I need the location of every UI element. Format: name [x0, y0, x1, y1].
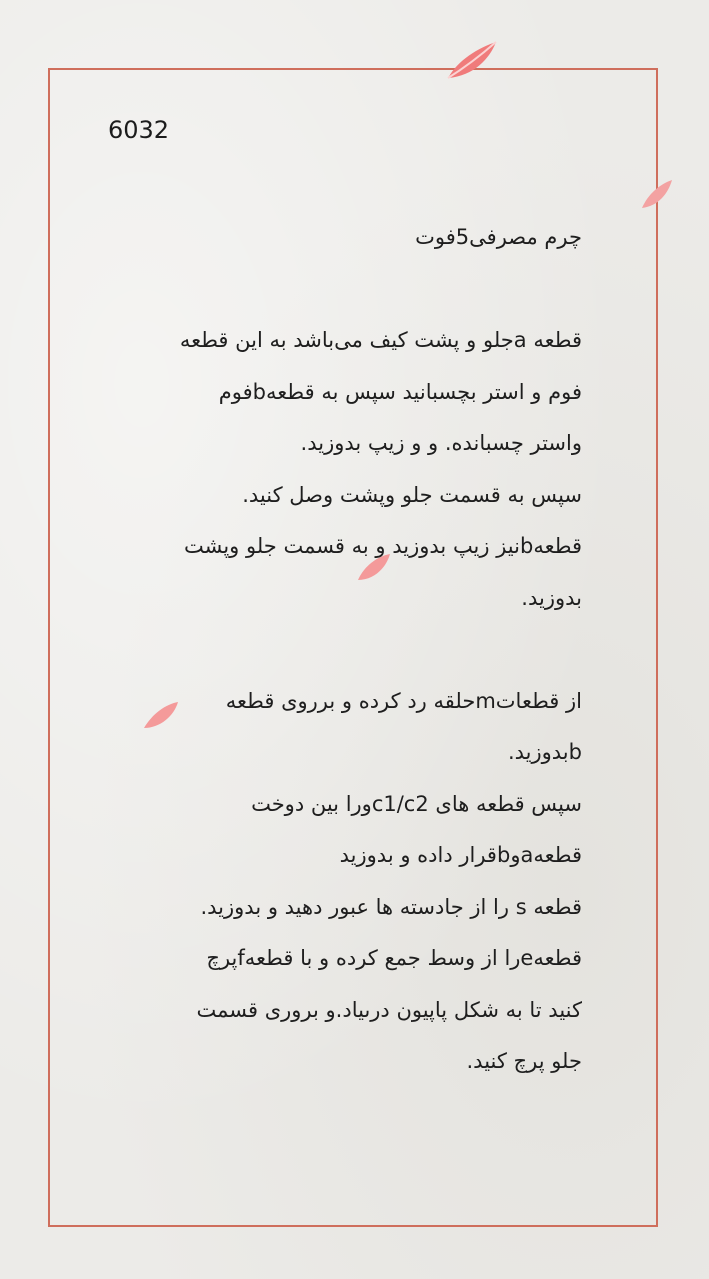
note-line: چرم مصرفی5فوت — [415, 225, 582, 249]
note-line: سپس قطعه های c1/c2ورا بین دوخت — [251, 791, 582, 816]
note-line: bبدوزید. — [507, 740, 582, 764]
note-line: قطعه s را از جادسته ها عبور دهید و بدوزید. — [200, 894, 582, 919]
note-line: قطعهbنیز زیپ بدوزید و به قسمت جلو وپشت — [183, 534, 582, 558]
note-line: قطعه aجلو و پشت کیف می‌باشد به این قطعه — [179, 328, 582, 352]
note-line: جلو پرچ کنید. — [466, 1049, 582, 1073]
note-body — [108, 212, 582, 1088]
note-line: از قطعاتmحلقه رد کرده و برروی قطعه — [225, 688, 582, 713]
note-number: 6032 — [108, 116, 170, 144]
note-line: واستر چسبانده. و و زیپ بدوزید. — [300, 431, 582, 455]
note-line: کنید تا به شکل پاپیون درىياد.و بروری قسمت — [196, 997, 582, 1022]
note-line: قطعهaوbقرار داده و بدوزید — [339, 843, 582, 867]
note-line: سپس به قسمت جلو وپشت وصل کنید. — [242, 482, 582, 507]
petal-decoration-top — [444, 38, 500, 86]
petal-decoration-right — [640, 178, 674, 214]
note-line: قطعهeرا از وسط جمع کرده و با قطعهfپرچ — [206, 946, 582, 970]
blank-line — [108, 624, 582, 676]
note-line: فوم و استر بچسبانید سپس به قطعهbفوم — [218, 379, 582, 404]
blank-line — [108, 264, 582, 316]
note-line: بدوزید. — [521, 585, 582, 610]
